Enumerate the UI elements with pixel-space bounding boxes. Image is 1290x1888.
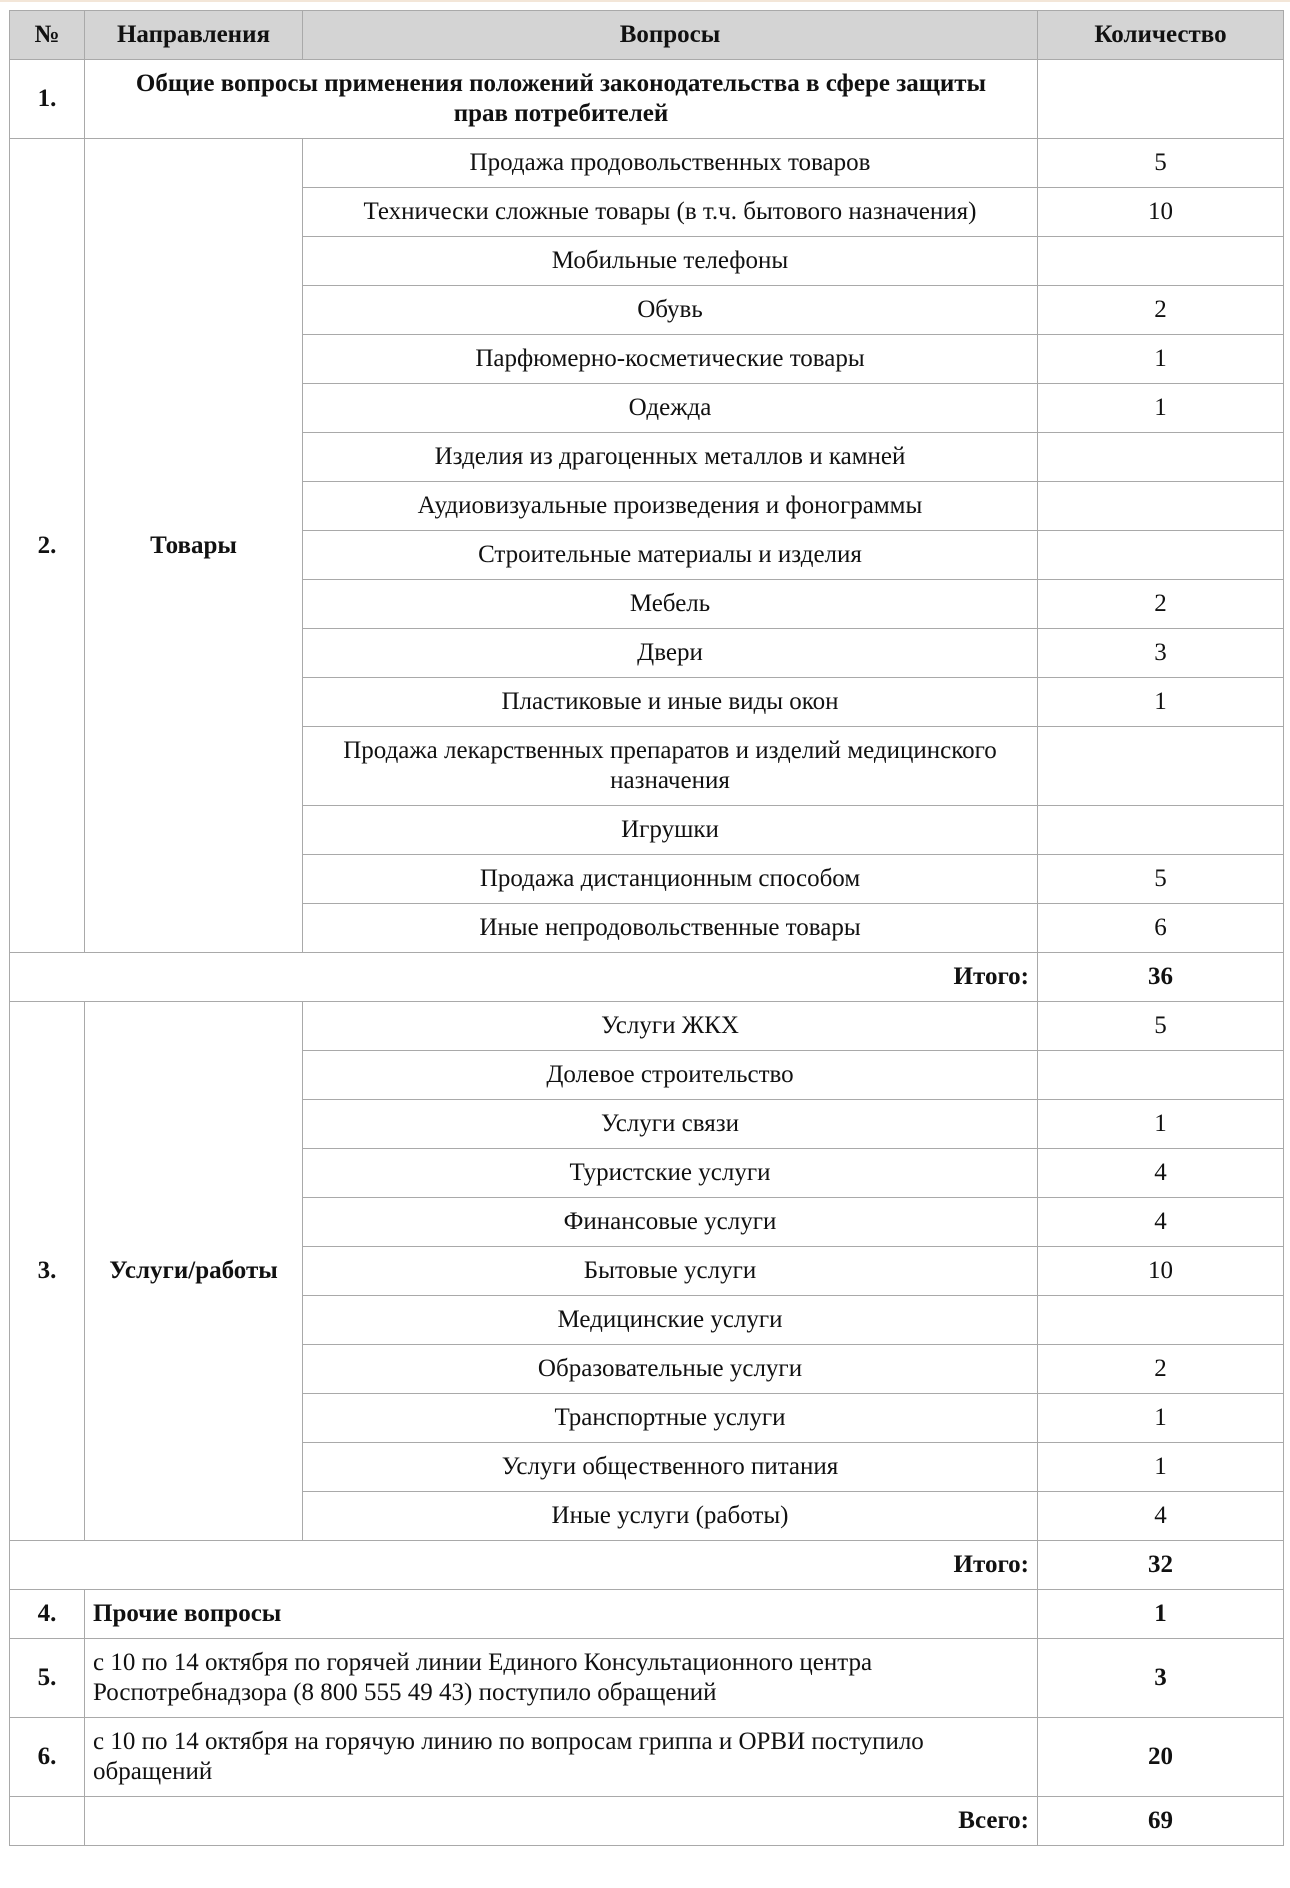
section2-count — [1038, 727, 1284, 806]
section2-count: 2 — [1038, 580, 1284, 629]
section-2-total-row — [10, 953, 1284, 1002]
section3-question: Образовательные услуги — [303, 1345, 1038, 1394]
section3-count: 1 — [1038, 1394, 1284, 1443]
section2-count: 1 — [1038, 335, 1284, 384]
section3-count: 1 — [1038, 1443, 1284, 1492]
section2-count: 5 — [1038, 139, 1284, 188]
section2-question: Игрушки — [303, 806, 1038, 855]
section2-count: 3 — [1038, 629, 1284, 678]
section3-count: 1 — [1038, 1100, 1284, 1149]
section3-count — [1038, 1051, 1284, 1100]
section2-question: Пластиковые и иные виды окон — [303, 678, 1038, 727]
section-6-row — [10, 1718, 1284, 1797]
section2-question: Продажа продовольственных товаров — [303, 139, 1038, 188]
section-1-title: Общие вопросы применения положений законодательства в сфере защиты прав потребителей — [85, 60, 1038, 139]
section3-question: Бытовые услуги — [303, 1247, 1038, 1296]
section2-count — [1038, 806, 1284, 855]
section-5-row — [10, 1639, 1284, 1718]
section-4-row — [10, 1590, 1284, 1639]
section2-question: Аудиовизуальные произведения и фонограммы — [303, 482, 1038, 531]
section2-question: Двери — [303, 629, 1038, 678]
section-1-count — [1038, 60, 1284, 139]
section3-num: 3. — [10, 1002, 85, 1541]
section-5-text: с 10 по 14 октября по горячей линии Единого Консультационного центра Роспотребнадзора (8 800 555 49 43) поступило обращений — [85, 1639, 1038, 1718]
section-1-row — [10, 60, 1284, 139]
section2-question: Изделия из драгоценных металлов и камней — [303, 433, 1038, 482]
section3-count: 4 — [1038, 1492, 1284, 1541]
section2-count: 5 — [1038, 855, 1284, 904]
section2-question: Мебель — [303, 580, 1038, 629]
section2-count — [1038, 482, 1284, 531]
section3-question: Туристские услуги — [303, 1149, 1038, 1198]
section-4-num: 4. — [10, 1590, 85, 1639]
section3-count: 10 — [1038, 1247, 1284, 1296]
section2-count: 1 — [1038, 384, 1284, 433]
grand-total-value: 69 — [1038, 1797, 1284, 1846]
section3-question: Транспортные услуги — [303, 1394, 1038, 1443]
consumer-rights-report-table — [9, 10, 1284, 1846]
section2-count — [1038, 433, 1284, 482]
section3-question: Иные услуги (работы) — [303, 1492, 1038, 1541]
section3-count: 2 — [1038, 1345, 1284, 1394]
section2-count — [1038, 531, 1284, 580]
section3-count: 4 — [1038, 1198, 1284, 1247]
section3-question: Долевое строительство — [303, 1051, 1038, 1100]
section3-question: Финансовые услуги — [303, 1198, 1038, 1247]
table-body — [10, 60, 1284, 1846]
section3-question: Услуги ЖКХ — [303, 1002, 1038, 1051]
header-count: Количество — [1038, 11, 1284, 60]
section3-question: Услуги связи — [303, 1100, 1038, 1149]
section-6-count: 20 — [1038, 1718, 1284, 1797]
section2-item-row — [10, 139, 1284, 188]
section2-num: 2. — [10, 139, 85, 953]
section-6-num: 6. — [10, 1718, 85, 1797]
section2-count — [1038, 237, 1284, 286]
section2-question: Обувь — [303, 286, 1038, 335]
section2-count: 2 — [1038, 286, 1284, 335]
section2-question: Продажа дистанционным способом — [303, 855, 1038, 904]
section2-count: 10 — [1038, 188, 1284, 237]
section-4-count: 1 — [1038, 1590, 1284, 1639]
section2-question: Строительные материалы и изделия — [303, 531, 1038, 580]
section-3-total-value: 32 — [1038, 1541, 1284, 1590]
section3-count: 5 — [1038, 1002, 1284, 1051]
section2-count: 6 — [1038, 904, 1284, 953]
section2-question: Иные непродовольственные товары — [303, 904, 1038, 953]
section-2-total-value: 36 — [1038, 953, 1284, 1002]
section-4-text: Прочие вопросы — [85, 1590, 1038, 1639]
top-divider — [0, 0, 1290, 2]
section3-count — [1038, 1296, 1284, 1345]
section-3-total-label: Итого: — [10, 1541, 1038, 1590]
section2-question: Одежда — [303, 384, 1038, 433]
header-num: № — [10, 11, 85, 60]
section2-question: Мобильные телефоны — [303, 237, 1038, 286]
section-2-total-label: Итого: — [10, 953, 1038, 1002]
section2-count: 1 — [1038, 678, 1284, 727]
section2-question: Продажа лекарственных препаратов и изделий медицинского назначения — [303, 727, 1038, 806]
section3-count: 4 — [1038, 1149, 1284, 1198]
section-1-num: 1. — [10, 60, 85, 139]
header-directions: Направления — [85, 11, 303, 60]
section3-direction: Услуги/работы — [85, 1002, 303, 1541]
header-questions: Вопросы — [303, 11, 1038, 60]
grand-total-empty-cell — [10, 1797, 85, 1846]
table-header-row — [10, 11, 1284, 60]
section2-question: Технически сложные товары (в т.ч. бытового назначения) — [303, 188, 1038, 237]
section-3-total-row — [10, 1541, 1284, 1590]
grand-total-row — [10, 1797, 1284, 1846]
section2-question: Парфюмерно-косметические товары — [303, 335, 1038, 384]
section3-question: Услуги общественного питания — [303, 1443, 1038, 1492]
grand-total-label: Всего: — [85, 1797, 1038, 1846]
section2-direction: Товары — [85, 139, 303, 953]
section3-item-row — [10, 1002, 1284, 1051]
section-5-count: 3 — [1038, 1639, 1284, 1718]
section-5-num: 5. — [10, 1639, 85, 1718]
section3-question: Медицинские услуги — [303, 1296, 1038, 1345]
section-6-text: с 10 по 14 октября на горячую линию по вопросам гриппа и ОРВИ поступило обращений — [85, 1718, 1038, 1797]
